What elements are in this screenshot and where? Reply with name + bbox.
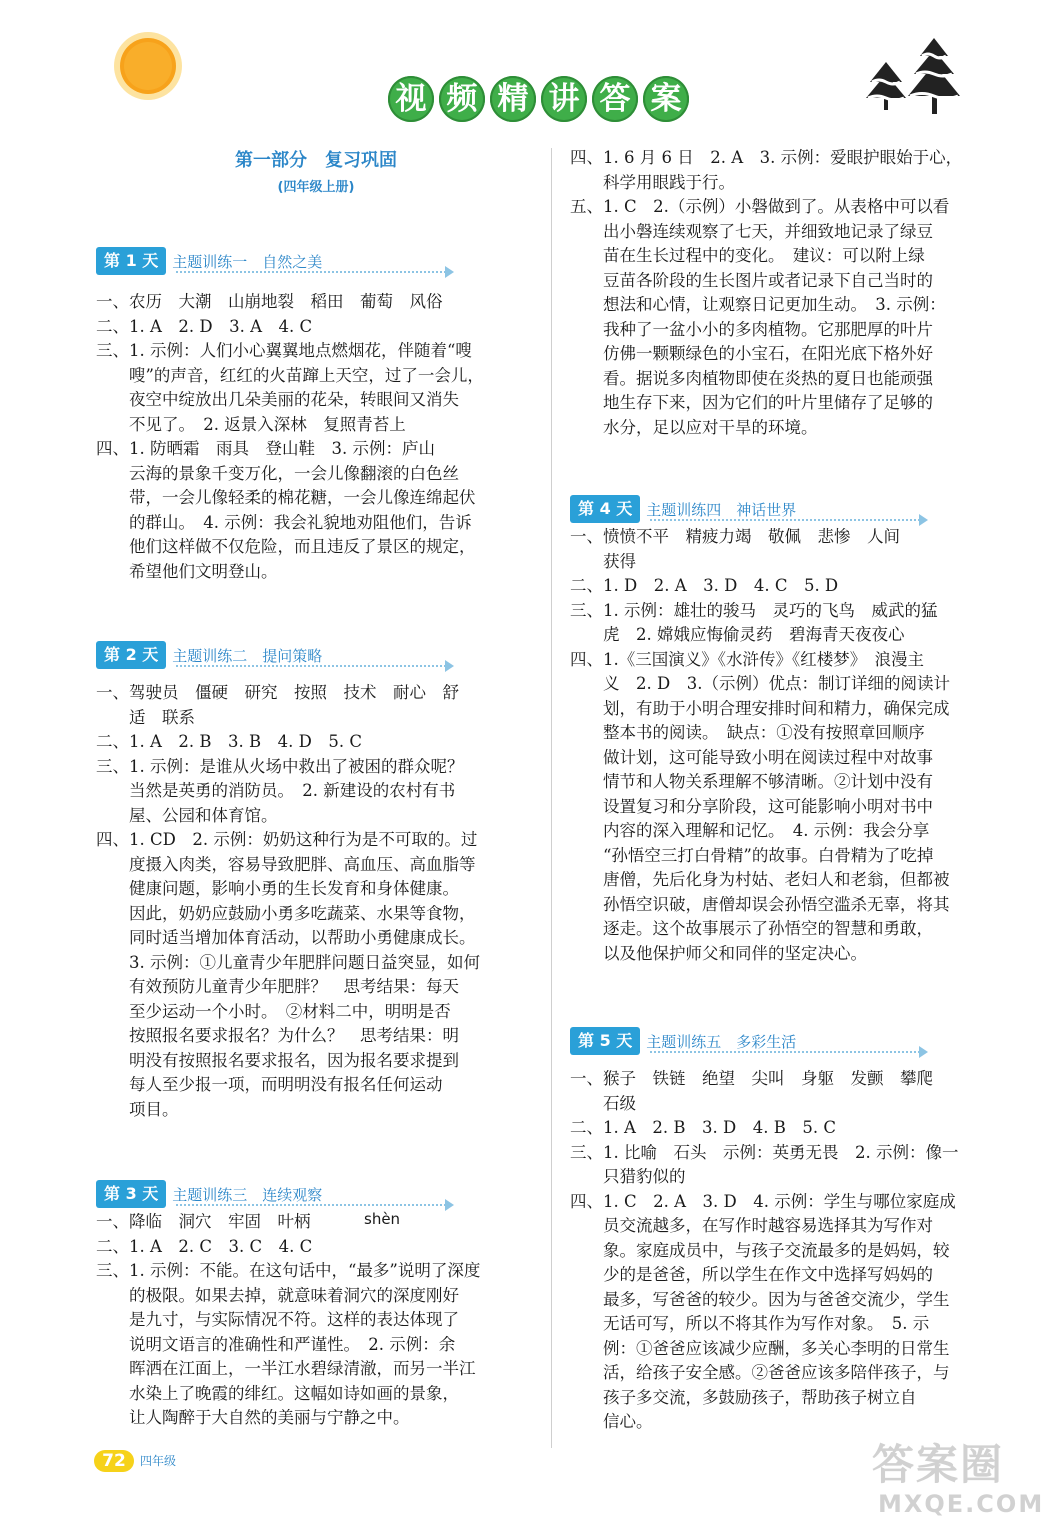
- day-badge: 第 2 天: [96, 641, 166, 669]
- answer-line: 逐走。这个故事展示了孙悟空的智慧和勇敢，: [570, 919, 933, 938]
- answer-line: 水分，足以应对干旱的环境。: [570, 417, 818, 437]
- day-4-header: [570, 495, 796, 523]
- answer-line: 三、1. 示例：是谁从火场中救出了被困的群众呢？: [96, 756, 464, 776]
- answer-line: 让人陶醉于大自然的美丽与宁静之中。: [96, 1408, 410, 1427]
- pinyin-annotation: shèn: [364, 1210, 401, 1228]
- answer-line: 一、猴子 铁链 绝望 尖叫 身躯 发颤 攀爬: [570, 1069, 933, 1088]
- day-badge: 第 1 天: [96, 247, 166, 275]
- answer-line: 划，有助于小明合理安排时间和精力，确保完成: [570, 698, 950, 718]
- answer-line: 情节和人物关系理解不够清晰。②计划中没有: [570, 772, 933, 791]
- answer-line: 二、1. A 2. B 3. D 4. B 5. C: [570, 1118, 836, 1137]
- answer-line: 四、1. 6 月 6 日 2. A 3. 示例：爱眼护眼始于心，: [570, 148, 963, 167]
- answer-line: 晖洒在江面上，一半江水碧绿清澈，而另一半江: [96, 1359, 476, 1378]
- answer-line: 仿佛一颗颗绿色的小宝石，在阳光底下格外好: [570, 344, 933, 363]
- answer-line: 希望他们文明登山。: [96, 561, 278, 581]
- answer-line: 以及他保护师父和同伴的坚定决心。: [570, 943, 867, 963]
- answer-line: “孙悟空三打白骨精”的故事。白骨精为了吃掉: [570, 845, 934, 865]
- answer-line: 的群山。 4. 示例：我会礼貌地劝阻他们，告诉: [96, 512, 472, 532]
- answer-line: 活，给孩子安全感。②爸爸应该多陪伴孩子，与: [570, 1363, 950, 1382]
- answer-line: 同时适当增加体育活动，以帮助小勇健康成长。: [96, 928, 476, 947]
- answer-line: 3. 示例：①儿童青少年肥胖问题日益突显，如何: [96, 952, 480, 972]
- answer-line: 四、1.《三国演义》《水浒传》《红楼梦》 浪漫主: [570, 649, 924, 669]
- answer-line: 的极限。如果去掉，就意味着洞穴的深度刚好: [96, 1285, 459, 1305]
- answer-line: 云海的景象千变万化，一会儿像翻滚的白色丝: [96, 463, 459, 483]
- day-1-answers: [96, 290, 484, 584]
- answer-line: 三、1. 示例：不能。在这句话中，“最多”说明了深度: [96, 1261, 481, 1280]
- answer-line: 孙悟空识破，唐僧却误会孙悟空滥杀无辜，将其: [570, 894, 950, 914]
- answer-line: 是九寸，与实际情况不符。这样的表达体现了: [96, 1310, 459, 1329]
- answer-line: 健康问题，影响小勇的生长发育和身体健康。: [96, 879, 459, 898]
- answer-line: 孩子多交流，多鼓励孩子，帮助孩子树立自: [570, 1387, 917, 1407]
- watermark-text: 答案圈: [872, 1440, 1005, 1489]
- answer-line: 四、1. 防晒霜 雨具 登山鞋 3. 示例：庐山: [96, 439, 435, 458]
- answer-line: 出小磐连续观察了七天，并细致地记录了绿豆: [570, 221, 933, 241]
- day-3-answers: [96, 1210, 480, 1431]
- part-subtitle: (四年级上册): [277, 180, 355, 195]
- title-char: 频: [439, 76, 485, 122]
- answer-line: 豆苗各阶段的生长图片或者记录下自己当时的: [570, 270, 933, 290]
- title-char: 答: [592, 76, 638, 122]
- day-badge: 第 5 天: [570, 1027, 640, 1055]
- answer-line: 无话可写，所以不将其作为写作对象。 5. 示: [570, 1314, 930, 1333]
- day-badge: 第 3 天: [96, 1180, 166, 1208]
- answer-line: 有效预防儿童青少年肥胖？ 思考结果：每天: [96, 977, 459, 996]
- answer-line: 明没有按照报名要求报名，因为报名要求提到: [96, 1050, 459, 1070]
- answer-line: 例：①爸爸应该减少应酬，多关心李明的日常生: [570, 1338, 950, 1358]
- answer-line: 内容的深入理解和记忆。 4. 示例：我会分享: [570, 821, 930, 840]
- day-5-header: [570, 1027, 796, 1055]
- answer-line: 每人至少报一项，而明明没有报名任何运动: [96, 1075, 443, 1094]
- title-char: 视: [388, 76, 434, 122]
- answer-line: 适 联系: [96, 707, 195, 727]
- answer-line: 嗖”的声音，红红的火苗蹿上天空，过了一会儿，: [96, 365, 484, 385]
- answer-line: 说明文语言的准确性和严谨性。 2. 示例：余: [96, 1334, 456, 1354]
- day-1-header: [96, 247, 322, 275]
- answer-line: 一、愤愤不平 精疲力竭 敬佩 悲惨 人间: [570, 527, 900, 546]
- day-title: 主题训练二 提问策略: [172, 646, 323, 665]
- answer-line: 想法和心情，让观察日记更加生动。 3. 示例：: [570, 295, 946, 314]
- answer-line: 科学用眼践于行。: [570, 172, 735, 192]
- snowy-trees-icon: [862, 36, 972, 118]
- day-title: 主题训练一 自然之美: [172, 252, 323, 271]
- answer-line: 信心。: [570, 1412, 653, 1431]
- answer-line: 只猎豹似的: [570, 1167, 686, 1186]
- dotted-arrow-divider: [650, 519, 920, 521]
- answer-line: 不见了。 2. 返景入深林 复照青苔上: [96, 414, 406, 434]
- column-divider: [551, 148, 552, 1448]
- answer-line: 最多，写爸爸的较少。因为与爸爸交流少，学生: [570, 1289, 950, 1309]
- answer-line: 至少运动一个小时。 ②材料二中，明明是否: [96, 1001, 451, 1021]
- answer-line: 带，一会儿像轻柔的棉花糖，一会儿像连绵起伏: [96, 488, 476, 507]
- dotted-arrow-divider: [176, 1204, 446, 1206]
- watermark-domain: MXQE.COM: [878, 1490, 1045, 1518]
- answer-line: 我种了一盆小小的多肉植物。它那肥厚的叶片: [570, 319, 933, 339]
- answer-line: 三、1. 示例：雄壮的骏马 灵巧的飞鸟 威武的猛: [570, 600, 938, 620]
- answer-line: 做计划，这可能导致小明在阅读过程中对故事: [570, 747, 933, 767]
- day-title: 主题训练四 神话世界: [646, 500, 797, 519]
- answer-line: 二、1. A 2. B 3. B 4. D 5. C: [96, 732, 362, 751]
- answer-line: 设置复习和分享阶段，这可能影响小明对书中: [570, 796, 933, 816]
- sun-icon: [112, 30, 184, 102]
- grade-label: 四年级: [140, 1454, 177, 1468]
- answer-line: 四、1. CD 2. 示例：奶奶这种行为是不可取的。过: [96, 830, 478, 849]
- answer-line: 屋、公园和体育馆。: [96, 805, 278, 825]
- answer-line: 按照报名要求报名？为什么？ 思考结果：明: [96, 1026, 459, 1045]
- day-3-header: [96, 1180, 322, 1208]
- title-char: 案: [643, 76, 689, 122]
- day-badge: 第 4 天: [570, 495, 640, 523]
- answer-line: 因此，奶奶应鼓励小勇多吃蔬菜、水果等食物，: [96, 903, 476, 923]
- answer-line: 获得: [570, 551, 636, 571]
- day-2-answers: [96, 681, 480, 1122]
- answer-line: 一、降临 洞穴 牢固 叶柄: [96, 1212, 311, 1231]
- answer-line: 三、1. 示例：人们小心翼翼地点燃烟花，伴随着“嗖: [96, 341, 472, 360]
- answer-line: 石级: [570, 1093, 636, 1113]
- answer-line: 一、农历 大潮 山崩地裂 稻田 葡萄 风俗: [96, 292, 443, 311]
- answer-line: 唐僧，先后化身为村姑、老妇人和老翁，但都被: [570, 870, 950, 889]
- page-number: 72: [94, 1450, 134, 1472]
- answer-line: 度摄入肉类，容易导致肥胖、高血压、高血脂等: [96, 854, 476, 874]
- answer-line: 地生存下来，因为它们的叶片里储存了足够的: [570, 393, 933, 412]
- day-title: 主题训练五 多彩生活: [646, 1032, 797, 1051]
- answer-line: 夜空中绽放出几朵美丽的花朵，转眼间又消失: [96, 390, 459, 409]
- answer-line: 二、1. A 2. D 3. A 4. C: [96, 316, 313, 336]
- answer-line: 项目。: [96, 1099, 179, 1119]
- answer-line: 三、1. 比喻 石头 示例：英勇无畏 2. 示例：像一: [570, 1142, 959, 1162]
- part-title: 第一部分 复习巩固: [235, 150, 397, 171]
- watermark-logo: [868, 1432, 1048, 1528]
- answer-line: 他们这样做不仅危险，而且违反了景区的规定，: [96, 537, 476, 556]
- answer-line: 整本书的阅读。 缺点：①没有按照章回顺序: [570, 723, 925, 742]
- day-2-header: [96, 641, 322, 669]
- dotted-arrow-divider: [650, 1051, 920, 1053]
- answer-line: 员交流越多，在写作时越容易选择其为写作对: [570, 1216, 933, 1235]
- dotted-arrow-divider: [176, 271, 446, 273]
- answer-line: 五、1. C 2.（示例）小磐做到了。从表格中可以看: [570, 197, 950, 216]
- title-char: 精: [490, 76, 536, 122]
- answer-line: 象。家庭成员中，与孩子交流最多的是妈妈，较: [570, 1240, 950, 1260]
- answer-line: 虎 2. 嫦娥应悔偷灵药 碧海青天夜夜心: [570, 625, 905, 644]
- answer-line: 二、1. D 2. A 3. D 4. C 5. D: [570, 576, 839, 595]
- answer-line: 当然是英勇的消防员。 2. 新建设的农村有书: [96, 781, 456, 800]
- answer-line: 苗在生长过程中的变化。 建议：可以附上绿: [570, 246, 925, 265]
- answer-line: 四、1. C 2. A 3. D 4. 示例：学生与哪位家庭成: [570, 1191, 956, 1211]
- answer-line: 看。据说多肉植物即使在炎热的夏日也能顽强: [570, 368, 933, 388]
- answer-line: 水染上了晚霞的绯红。这幅如诗如画的景象，: [96, 1383, 459, 1403]
- day-4-answers: [570, 525, 950, 966]
- answer-line: 一、驾驶员 僵硬 研究 按照 技术 耐心 舒: [96, 683, 459, 702]
- day-3-answers-continued: [570, 146, 962, 440]
- answer-line: 少的是爸爸，所以学生在作文中选择写妈妈的: [570, 1265, 933, 1284]
- answer-line: 二、1. A 2. C 3. C 4. C: [96, 1236, 313, 1256]
- day-5-answers: [570, 1067, 958, 1435]
- title-char: 讲: [541, 76, 587, 122]
- answer-line: 义 2. D 3.（示例）优点：制订详细的阅读计: [570, 674, 950, 693]
- dotted-arrow-divider: [176, 665, 446, 667]
- day-title: 主题训练三 连续观察: [172, 1185, 323, 1204]
- page-title: [388, 76, 694, 122]
